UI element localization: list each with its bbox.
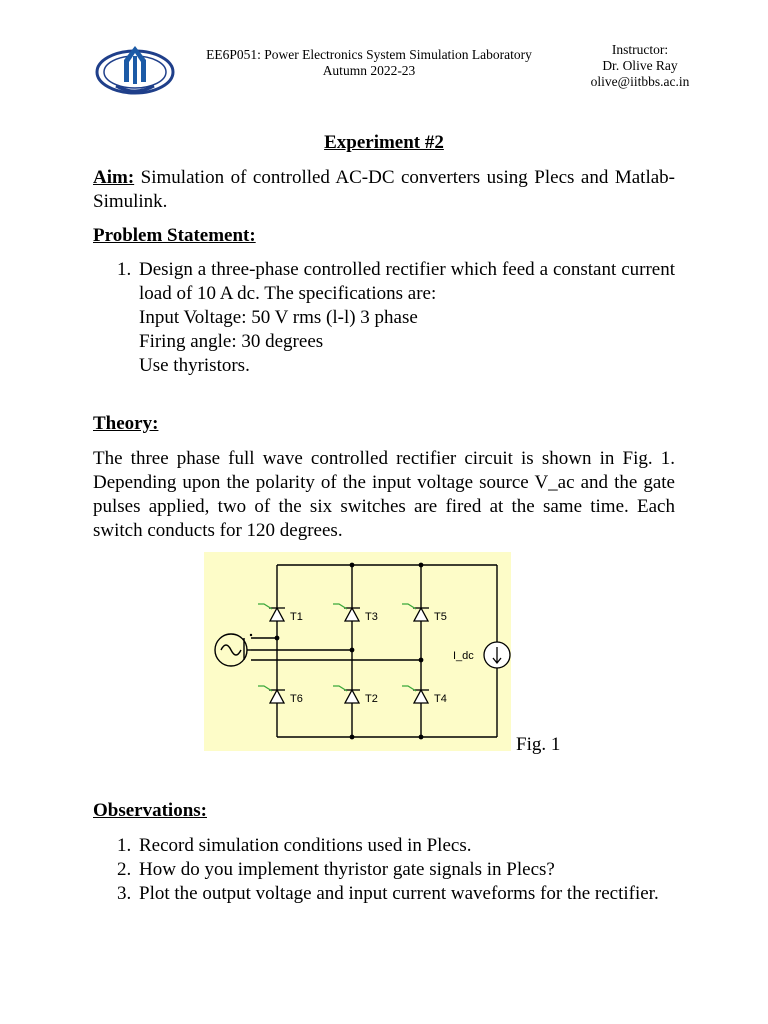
- problem-list: [93, 258, 675, 378]
- label-t1: T1: [290, 611, 303, 623]
- list-number: 1.: [117, 835, 132, 856]
- instructor-name: Dr. Olive Ray: [602, 58, 678, 73]
- theory-paragraph: The three phase full wave controlled rectifier circuit is shown in Fig. 1. Depending upon the polarity of the input voltage source V_ac and the gate pulses applied, two of the six switches are fired at the same time. Each switch conducts for 120 degrees.: [93, 448, 675, 541]
- thyristor-t1-icon: [258, 604, 285, 621]
- list-number: 2.: [117, 859, 132, 880]
- circuit-figure: [204, 552, 511, 751]
- list-number: 1.: [117, 259, 132, 280]
- label-t6: T6: [290, 693, 303, 705]
- thyristor-t2-icon: [333, 686, 360, 703]
- theory-heading: Theory:: [93, 413, 159, 434]
- page-title: Experiment #2: [324, 132, 444, 153]
- list-item: [93, 834, 675, 858]
- problem-heading: Problem Statement:: [93, 225, 256, 246]
- label-t5: T5: [434, 611, 447, 623]
- observations-list: [93, 834, 675, 906]
- sine-wave-icon: [221, 645, 241, 655]
- label-t4: T4: [434, 693, 447, 705]
- institute-emblem-icon: [94, 42, 176, 98]
- problem-line: Design a three-phase controlled rectifier which feed a constant current load of 10 A dc. The specifications are:: [139, 259, 675, 304]
- list-text: Record simulation conditions used in Plecs.: [139, 835, 472, 856]
- label-t2: T2: [365, 693, 378, 705]
- label-load: I_dc: [453, 650, 474, 662]
- thyristor-t3-icon: [333, 604, 360, 621]
- polarity-dot: [250, 634, 252, 636]
- instructor-email: olive@iitbbs.ac.in: [590, 74, 690, 89]
- thyristor-t5-icon: [402, 604, 429, 621]
- rectifier-circuit-diagram: [204, 552, 511, 751]
- figure-caption: Fig. 1: [516, 734, 561, 755]
- instructor-label: Instructor:: [611, 42, 669, 57]
- thyristor-t6-icon: [258, 686, 285, 703]
- aim-text: Simulation of controlled AC-DC converters using Plecs and Matlab-Simulink.: [93, 167, 676, 212]
- aim-paragraph: [93, 166, 675, 214]
- list-item: [93, 858, 675, 882]
- label-t3: T3: [365, 611, 378, 623]
- problem-line: Firing angle: 30 degrees: [139, 331, 324, 352]
- problem-line: Input Voltage: 50 V rms (l-l) 3 phase: [139, 307, 418, 328]
- list-text: Plot the output voltage and input current waveforms for the rectifier.: [139, 883, 659, 904]
- list-item: [93, 258, 675, 378]
- problem-line: Use thyristors.: [139, 355, 250, 376]
- aim-label: Aim:: [93, 167, 135, 188]
- thyristor-t4-icon: [402, 686, 429, 703]
- course-header: [180, 47, 558, 79]
- institute-logo: [94, 42, 176, 98]
- list-item: [93, 882, 675, 906]
- instructor-block: [575, 42, 705, 90]
- course-line: EE6P051: Power Electronics System Simulation Laboratory: [206, 47, 532, 62]
- term: Autumn 2022-23: [322, 63, 416, 78]
- observations-heading: Observations:: [93, 800, 207, 821]
- list-text: How do you implement thyristor gate signals in Plecs?: [139, 859, 555, 880]
- list-number: 3.: [117, 883, 132, 904]
